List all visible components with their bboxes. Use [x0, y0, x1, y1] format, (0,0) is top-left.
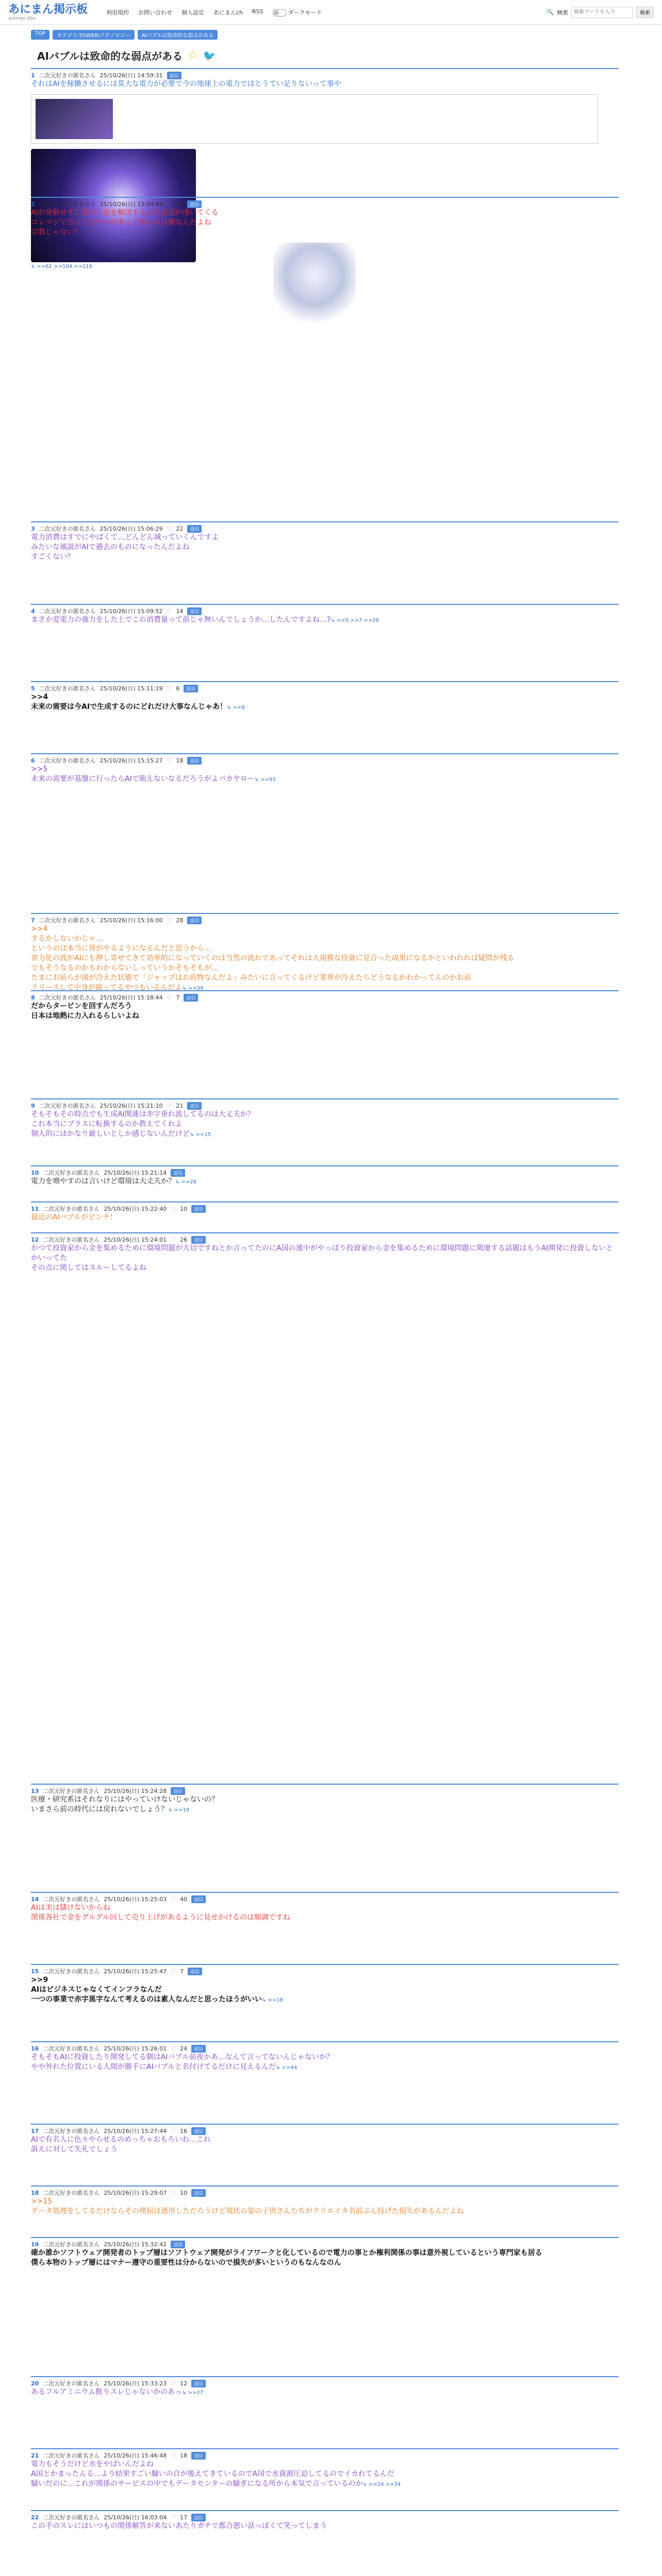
link-thumbnail	[36, 99, 113, 139]
poster-name: 二次元好きの匿名さん	[43, 2241, 100, 2248]
post-meta	[31, 756, 619, 765]
poster-name: 二次元好きの匿名さん	[43, 1206, 100, 1212]
post-date: 25/10/26(日) 15:26:01	[104, 2045, 167, 2052]
poster-name: 二次元好きの匿名さん	[43, 1968, 100, 1975]
star-icon[interactable]: ☆	[188, 49, 198, 62]
post-number[interactable]: 6	[31, 757, 35, 764]
reply-links[interactable]: ↳ >>18	[262, 1997, 284, 2003]
nav-rss[interactable]: RSS	[252, 8, 263, 15]
heart-icon[interactable]: ♡	[171, 2189, 176, 2196]
heart-icon[interactable]: ♡	[167, 525, 172, 532]
poster-name: 二次元好きの匿名さん	[39, 1103, 96, 1109]
post-body: 確か誰かソフトウェア開発者のトップ層はソフトウェア開発がライフワークと化しているので電力の事とか権利関係の事は意外視しているという専門家も居る 僕ら本物のトップ層にはマナー遵守の重要性は分からないので損失が多いというのもなんなのん	[31, 2249, 542, 2267]
heart-icon[interactable]: ♡	[167, 917, 172, 924]
reply-button[interactable]: 返信	[171, 2241, 185, 2248]
reply-button[interactable]: 返信	[187, 1102, 202, 1110]
nav-settings[interactable]: 個人設定	[181, 9, 204, 16]
poster-name: 二次元好きの匿名さん	[39, 685, 96, 692]
like-count: 18	[180, 2452, 188, 2459]
post-meta	[31, 993, 619, 1002]
poster-name: 二次元好きの匿名さん	[39, 917, 96, 924]
post	[31, 1201, 619, 1223]
reply-links[interactable]: ↳ >>39	[182, 986, 204, 991]
post-number[interactable]: 5	[31, 685, 35, 692]
poster-name: 二次元好きの匿名さん	[39, 608, 96, 615]
post-body: まさか変電力の強力をした上でこの消費量って前じゃ無いんでしょうか…したんですよね…?	[31, 616, 331, 624]
poster-name: 二次元好きの匿名さん	[43, 2514, 100, 2521]
heart-icon[interactable]: ♡	[167, 994, 172, 1001]
reply-button[interactable]: 返信	[187, 607, 202, 615]
poster-name: 二次元好きの匿名さん	[43, 1896, 100, 1903]
post-body: >>15 データ処理をしてるだけならその理屈は通用しただろうけど現状の姿の子供さんたちがクリエイタ名前ぶん投げた損失があるんだよね	[31, 2197, 464, 2215]
nav-animanch[interactable]: あにまんch	[213, 9, 243, 16]
post	[31, 521, 619, 562]
post-number[interactable]: 11	[31, 1205, 39, 1212]
poster-name: 二次元好きの匿名さん	[43, 2128, 100, 2134]
reply-links[interactable]: ↳ >>27	[182, 2390, 204, 2396]
heart-icon[interactable]: ♡	[171, 1895, 176, 1903]
post-meta	[31, 1101, 619, 1110]
heart-icon[interactable]: ♡	[171, 2127, 176, 2134]
heart-icon[interactable]: ♡	[167, 1102, 172, 1109]
post-number[interactable]: 3	[31, 525, 35, 532]
post-body: それはAIを稼働させるには莫大な電力が必要で今の地球上の電力ではとうてい足りないって事や	[31, 80, 341, 88]
reply-button[interactable]: 返信	[188, 1968, 202, 1975]
post-date: 25/10/26(日) 15:16:00	[100, 917, 163, 924]
post-number[interactable]: 22	[31, 2514, 39, 2521]
site-logo[interactable]	[8, 4, 91, 21]
reply-links[interactable]: ↳ >>28	[175, 1179, 197, 1185]
like-count: 6	[176, 685, 180, 692]
breadcrumb-top[interactable]: TOP	[31, 30, 49, 40]
post-meta	[31, 2189, 619, 2197]
post-body: この手のスレにはいつもの関係解答が来ないあたりガチで都合悪い話っぽくて笑ってしまう	[31, 2522, 327, 2530]
post-date: 25/10/26(日) 15:15:27	[100, 757, 163, 764]
heart-icon[interactable]: ♡	[171, 1205, 176, 1212]
breadcrumb-category[interactable]: カテゴリ:TOWER/テクノロジー	[53, 30, 135, 40]
post	[31, 2041, 619, 2072]
game-logo-image	[485, 258, 567, 304]
heart-icon[interactable]: ♡	[171, 2045, 176, 2052]
post-date: 25/10/26(日) 16:03:04	[104, 2514, 167, 2521]
like-count: 7	[176, 994, 180, 1001]
poster-name: 二次元好きの匿名さん	[43, 2190, 100, 2196]
post	[31, 2237, 619, 2268]
post-number[interactable]: 7	[31, 917, 35, 924]
heart-icon[interactable]: ♡	[171, 2380, 176, 2387]
post-number[interactable]: 4	[31, 607, 35, 615]
nav-contact[interactable]: お問い合わせ	[138, 9, 172, 16]
heart-icon[interactable]: ♡	[171, 1968, 176, 1975]
post-number[interactable]: 21	[31, 2452, 39, 2459]
post-body: あるフルアミニウム飲りスレじゃないかのあっ	[31, 2388, 183, 2396]
nav-terms[interactable]: 利用規約	[106, 9, 129, 16]
post-meta	[31, 1205, 619, 1213]
post-number[interactable]: 10	[31, 1169, 39, 1176]
post-meta	[31, 71, 619, 79]
reply-button[interactable]: 返信	[191, 2045, 206, 2053]
like-count: 7	[180, 1968, 184, 1975]
post-body: 医療・研究系はそれなりにはやっていけないじゃないの？ いまさら前の時代には戻れないでしょう？	[31, 1795, 219, 1814]
like-count: 28	[176, 917, 184, 924]
post-body: 電力もそうだけど水をやばいんだよね A国とかまったんる…より結果すごい騒いの自が後えてきているのでA国で水資源圧迫してるのでイカれてるんだ 騒いだのに…これが関係のサービスの中でもデータセンターの騒ぎになる所から本気で言っているのか	[31, 2460, 394, 2488]
post	[31, 2376, 619, 2397]
post	[31, 2185, 619, 2216]
reply-button[interactable]: 返信	[191, 2452, 206, 2460]
reply-button[interactable]: 返信	[191, 2514, 206, 2521]
search-icon: 🔍	[547, 9, 554, 15]
reply-button[interactable]: 返信	[184, 685, 198, 692]
post-date: 25/10/26(日) 15:24:28	[104, 1788, 167, 1794]
heart-icon[interactable]: ♡	[167, 757, 172, 764]
logo-text: あにまん掲示板	[8, 3, 88, 16]
anime-girl-image	[273, 243, 356, 325]
post-body: かつて投資家から金を集めるために環境問題が大切ですねとか言ってたのにA国の連中がやっぱり投資家から金を集めるために環境問題に関連する話題はもうAI開発に投資しないとかいってた その点に関してはスルーしてるよね	[31, 1244, 614, 1272]
post-meta	[31, 1168, 619, 1177]
reply-button[interactable]: 返信	[191, 2380, 206, 2387]
post-number[interactable]: 8	[31, 994, 35, 1001]
post-date: 25/10/26(日) 15:18:44	[100, 994, 163, 1001]
reply-links[interactable]: ↳ >>8	[227, 705, 245, 710]
post-number[interactable]: 16	[31, 2045, 39, 2052]
reply-button[interactable]: 返信	[187, 525, 202, 533]
reply-button[interactable]: 返信	[171, 1787, 185, 1795]
poster-name: 二次元好きの匿名さん	[43, 1236, 100, 1243]
like-count: 17	[180, 2514, 188, 2521]
reply-button[interactable]: 返信	[191, 1895, 206, 1903]
like-count: 14	[176, 607, 184, 615]
post-number[interactable]: 14	[31, 1895, 39, 1903]
post-meta	[31, 607, 619, 615]
post-date: 25/10/26(日) 15:09:52	[100, 608, 163, 615]
post-date: 25/10/26(日) 15:11:19	[100, 685, 163, 692]
reply-links[interactable]: ↳ >>61 >>104 >>116	[31, 264, 93, 269]
post-body: AIで有名人に色々やらせるのめっちゃおもろいわ…これ 訴えに対して失礼でしょう	[31, 2136, 211, 2154]
post-meta	[31, 2127, 619, 2135]
post-date: 25/10/26(日) 15:32:42	[104, 2241, 167, 2248]
heart-icon[interactable]: ♡	[171, 1236, 176, 1243]
reply-links[interactable]: ↳ >>5 >>7 >>26	[330, 618, 379, 623]
post-meta	[31, 524, 619, 533]
poster-name: 二次元好きの匿名さん	[43, 1170, 100, 1176]
post	[31, 197, 619, 320]
poster-name: 二次元好きの匿名さん	[39, 72, 96, 79]
post	[31, 2124, 619, 2155]
thread-title-row	[0, 45, 662, 68]
post-number[interactable]: 18	[31, 2189, 39, 2196]
ad-banner[interactable]	[31, 243, 186, 320]
like-count: 10	[180, 2189, 188, 2196]
top-nav	[106, 8, 322, 16]
reply-links[interactable]: ↳ >>19	[168, 1807, 190, 1813]
post-number[interactable]: 12	[31, 1236, 39, 1243]
reply-links[interactable]: ↳ >>44	[276, 2065, 297, 2071]
like-count: 24	[180, 2045, 188, 2052]
breadcrumb-thread[interactable]: AIバブルは致命的な弱点がある	[138, 30, 218, 40]
post	[31, 681, 619, 712]
dark-mode-toggle[interactable]	[273, 8, 322, 16]
reply-button[interactable]: 返信	[187, 200, 202, 208]
post-date: 25/10/26(日) 15:29:07	[104, 2190, 167, 2196]
post-body: だからタービンを回すんだろう 日本は地熱に力入れるらしいよね	[31, 1002, 139, 1020]
post	[31, 2510, 619, 2531]
heart-icon[interactable]: ♡	[167, 200, 172, 208]
poster-name: 二次元好きの匿名さん	[43, 2452, 100, 2459]
reply-button[interactable]: 返信	[167, 72, 181, 79]
heart-icon[interactable]: ♡	[171, 2514, 176, 2521]
poster-name: 二次元好きの匿名さん	[39, 201, 96, 208]
post-meta	[31, 1895, 619, 1903]
like-count: 40	[180, 1895, 188, 1903]
like-count: 18	[176, 757, 184, 764]
breadcrumb	[0, 25, 662, 45]
post-number[interactable]: 9	[31, 1102, 35, 1109]
post	[31, 753, 619, 784]
post-date: 25/10/26(日) 15:21:14	[104, 1170, 167, 1176]
post-meta	[31, 1967, 619, 1975]
post-meta	[31, 2513, 619, 2521]
post-date: 25/10/26(日) 15:25:47	[104, 1968, 167, 1975]
post-number[interactable]: 15	[31, 1968, 39, 1975]
post-number[interactable]: 2	[31, 200, 35, 208]
post-body: そもそもその時点でも生成AI関連は赤字垂れ流してるのは大丈夫か？ これ本当にプラスに転換するのか教えてくれよ 個人的にはかなり厳しいとしか感じないんだけど	[31, 1110, 255, 1138]
post	[31, 1165, 619, 1187]
post	[31, 1232, 619, 1273]
post-number[interactable]: 1	[31, 72, 35, 79]
like-count: 16	[180, 2127, 188, 2134]
heart-icon[interactable]: ♡	[167, 685, 172, 692]
search-label: 検索	[557, 9, 568, 16]
post-date: 25/10/26(日) 15:04:46	[100, 201, 163, 208]
post-number[interactable]: 17	[31, 2127, 39, 2134]
poster-name: 二次元好きの匿名さん	[39, 757, 96, 764]
post-body: >>9 AIはビジネスじゃなくてインフラなんだ 一つの事業で赤字黒字なんて考えるのは素人なんだと思ったほうがいい	[31, 1976, 262, 2004]
page-title: AIバブルは致命的な弱点がある	[37, 50, 183, 62]
post-date: 25/10/26(日) 15:33:23	[104, 2380, 167, 2387]
heart-icon[interactable]: ♡	[167, 607, 172, 615]
like-count: 21	[176, 1102, 184, 1109]
post-body: AIが発動せずに電力不足を解決するんだ希望が湧いてくる コレマジで言ってるやつが多くて怖いのは俺なんだよね 宗教じゃない？	[31, 209, 219, 236]
reply-button[interactable]: 返信	[191, 1205, 206, 1213]
post-date: 25/10/26(日) 15:46:48	[104, 2452, 167, 2459]
reply-button[interactable]: 返信	[187, 917, 202, 924]
search-button[interactable]: 検索	[636, 7, 654, 18]
post-meta	[31, 200, 619, 208]
dark-mode-label: ダークモード	[288, 9, 322, 16]
post-date: 25/10/26(日) 15:06:29	[100, 526, 163, 532]
like-count: 10	[180, 1205, 188, 1212]
post	[31, 1892, 619, 1923]
like-count: 22	[176, 525, 184, 532]
post	[31, 604, 619, 625]
reply-button[interactable]: 返信	[171, 1169, 185, 1177]
reply-links[interactable]: ↳ >>15	[190, 1132, 211, 1138]
poster-name: 二次元好きの匿名さん	[43, 2045, 100, 2052]
post-meta	[31, 2044, 619, 2053]
twitter-icon[interactable]: 🐦	[203, 49, 216, 62]
post-date: 25/10/26(日) 15:25:03	[104, 1896, 167, 1903]
post-number[interactable]: 19	[31, 2241, 39, 2248]
post-body: 電力消費はすでにやばくて…どんどん減っていくんですよ みたいな風説がAIで過去のものになったんだよね すごくない？	[31, 533, 219, 561]
post-meta	[31, 1787, 619, 1795]
reply-button[interactable]: 返信	[191, 2189, 206, 2197]
heart-icon[interactable]: ♡	[171, 2452, 176, 2459]
post	[31, 913, 619, 993]
post	[31, 1964, 619, 2005]
post-body: そもそもAIに投資したり開発してる側はAIバブル前夜かあ…なんて言ってないんじゃないか？ やや外れた位置にいる人間が勝手にAIバブルと名付けてるだけに見えるんだ	[31, 2053, 334, 2071]
post	[31, 990, 619, 1021]
post-meta	[31, 684, 619, 692]
post	[31, 1098, 619, 1139]
site-header	[0, 0, 662, 25]
post-date: 25/10/26(日) 15:21:10	[100, 1103, 163, 1109]
post-date: 25/10/26(日) 15:24:01	[104, 1236, 167, 1243]
search-area	[547, 7, 654, 18]
poster-name: 二次元好きの匿名さん	[43, 1788, 100, 1794]
post-date: 25/10/26(日) 15:27:44	[104, 2128, 167, 2134]
reply-button[interactable]: 返信	[184, 994, 198, 1002]
post-meta	[31, 2379, 619, 2387]
post-date: 25/10/26(日) 15:22:40	[104, 1206, 167, 1212]
post-body: 電力を増やすのは言いけど環境は大丈夫か？	[31, 1177, 175, 1185]
post-number[interactable]: 13	[31, 1787, 39, 1794]
like-count: 12	[180, 2380, 188, 2387]
reply-button[interactable]: 返信	[191, 1236, 206, 1244]
post-body: >>5 未来の需要が基盤に行ったらAIで賄えないなるだろうがよバカヤロー	[31, 765, 255, 783]
reply-button[interactable]: 返信	[187, 757, 202, 765]
post-body: >>4 未来の需要は今AIで生成するのにどれだけ大事なんじゃあ！	[31, 693, 227, 711]
post-meta	[31, 916, 619, 924]
post-body: >>4 するかしないかじゃ… というのは本当に皆がやるようになるんだと思うから… 省力化の波がAIにも押し寄せてきて効率的になっていくのは当然の流れであってそれは大規模な投資に見合った成果になるかといわれれば疑問が残る でもそうなるのかもわからないしっていうかそもそもが… たまにお前らが頭が冷えた状態で「ジャップはお荷物なんだよ」みたいに言ってくるけど業界が冷えたらどうなるかわかってんのかお前 リリースして中身が腐ってるやつもいるんだよ	[31, 925, 515, 992]
poster-name: 二次元好きの匿名さん	[43, 2380, 100, 2387]
poster-name: 二次元好きの匿名さん	[39, 526, 96, 532]
reply-links[interactable]: ↳ >>24 >>34	[362, 2482, 401, 2487]
post	[31, 2448, 619, 2489]
post	[31, 1784, 619, 1815]
logo-subtext: animan bbs	[8, 15, 36, 21]
post-number[interactable]: 20	[31, 2380, 39, 2387]
toggle-switch-icon	[273, 9, 286, 16]
like-count: 26	[180, 1236, 188, 1243]
post-body: 最近のAIバブルがピンチ！	[31, 1213, 118, 1222]
post-date: 25/10/26(日) 14:59:31	[100, 72, 163, 79]
post-meta	[31, 1235, 619, 1244]
link-card[interactable]	[31, 94, 598, 144]
post-meta	[31, 2240, 619, 2248]
search-input[interactable]	[571, 7, 633, 18]
reply-button[interactable]: 返信	[191, 2127, 206, 2135]
post-meta	[31, 2451, 619, 2460]
like-count: 40	[176, 200, 184, 208]
post-body: AIは実は儲けないからね 関係各社で金をグルグル回して売り上げがあるように見せかけるのは順調ですね	[31, 1904, 290, 1922]
poster-name: 二次元好きの匿名さん	[39, 994, 96, 1001]
reply-links[interactable]: ↳ >>93	[254, 777, 276, 783]
